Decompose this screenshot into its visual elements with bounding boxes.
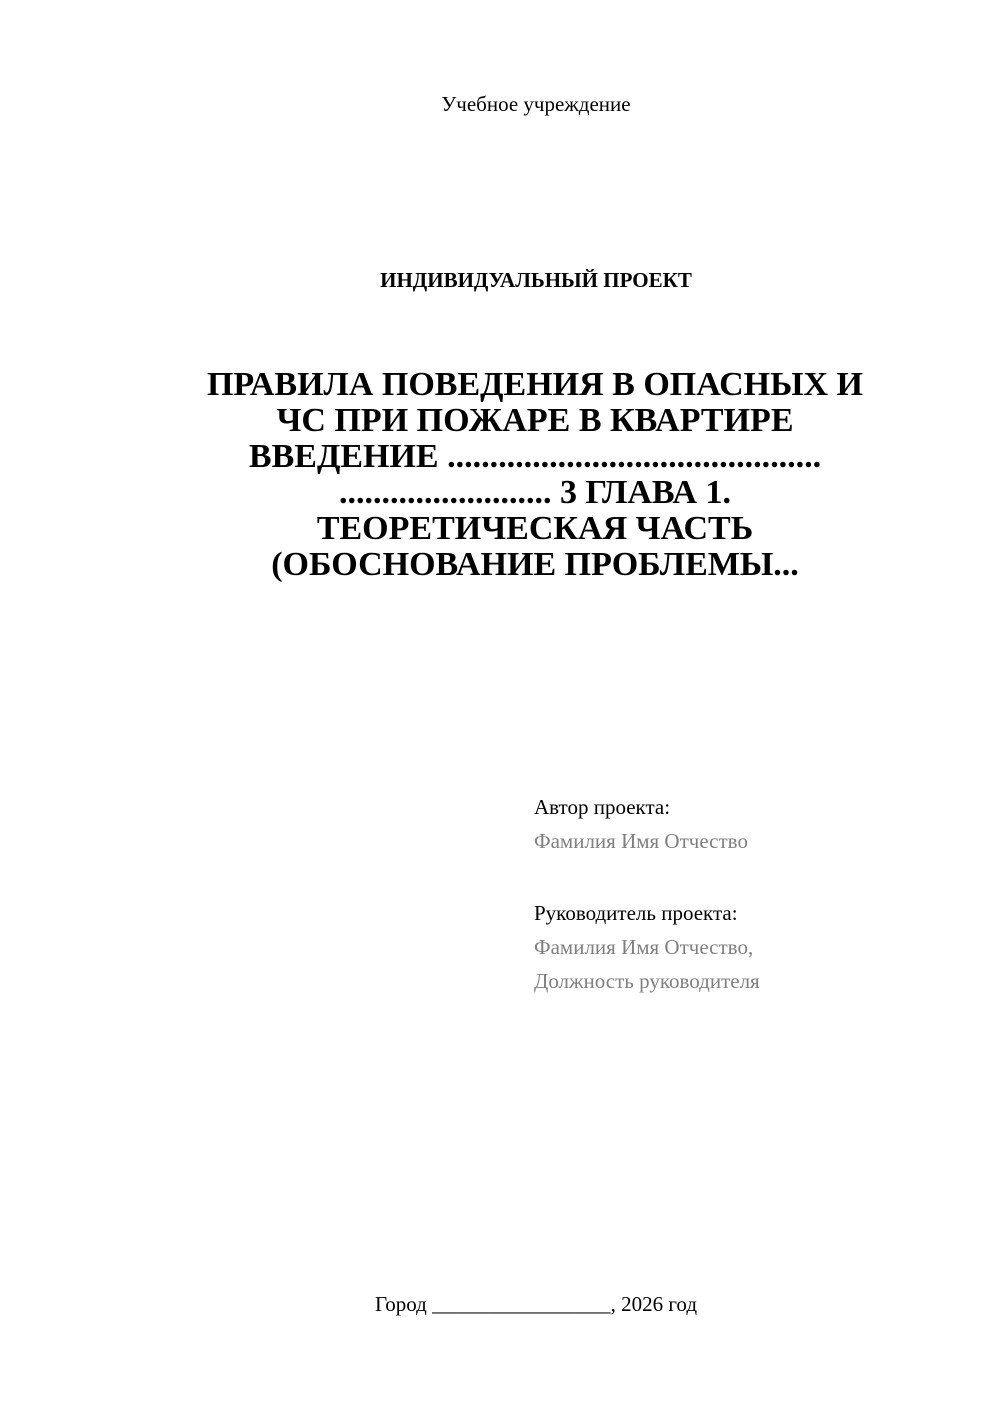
supervisor-position-placeholder[interactable]: Должность руководителя <box>534 969 760 993</box>
title-line: (ОБОСНОВАНИЕ ПРОБЛЕМЫ... <box>271 546 799 583</box>
title-line: ТЕОРЕТИЧЕСКАЯ ЧАСТЬ <box>316 510 754 547</box>
city-year-line: Город _________________, 2026 год <box>374 1292 698 1316</box>
supervisor-label: Руководитель проекта: <box>534 901 738 925</box>
author-label: Автор проекта: <box>534 795 671 819</box>
institution-name: Учебное учреждение <box>441 92 631 116</box>
title-line: ПРАВИЛА ПОВЕДЕНИЯ В ОПАСНЫХ И <box>206 366 863 403</box>
title-line: ЧС ПРИ ПОЖАРЕ В КВАРТИРЕ <box>276 402 794 439</box>
author-block <box>534 790 974 858</box>
author-name-placeholder[interactable]: Фамилия Имя Отчество <box>534 829 748 853</box>
title-line: ......................... 3 ГЛАВА 1. <box>339 474 731 511</box>
project-title <box>140 367 930 583</box>
project-type: ИНДИВИДУАЛЬНЫЙ ПРОЕКТ <box>380 268 692 292</box>
title-line: ВВЕДЕНИЕ ............................................ <box>248 438 822 475</box>
supervisor-block <box>534 896 974 998</box>
supervisor-name-placeholder[interactable]: Фамилия Имя Отчество, <box>534 935 754 959</box>
